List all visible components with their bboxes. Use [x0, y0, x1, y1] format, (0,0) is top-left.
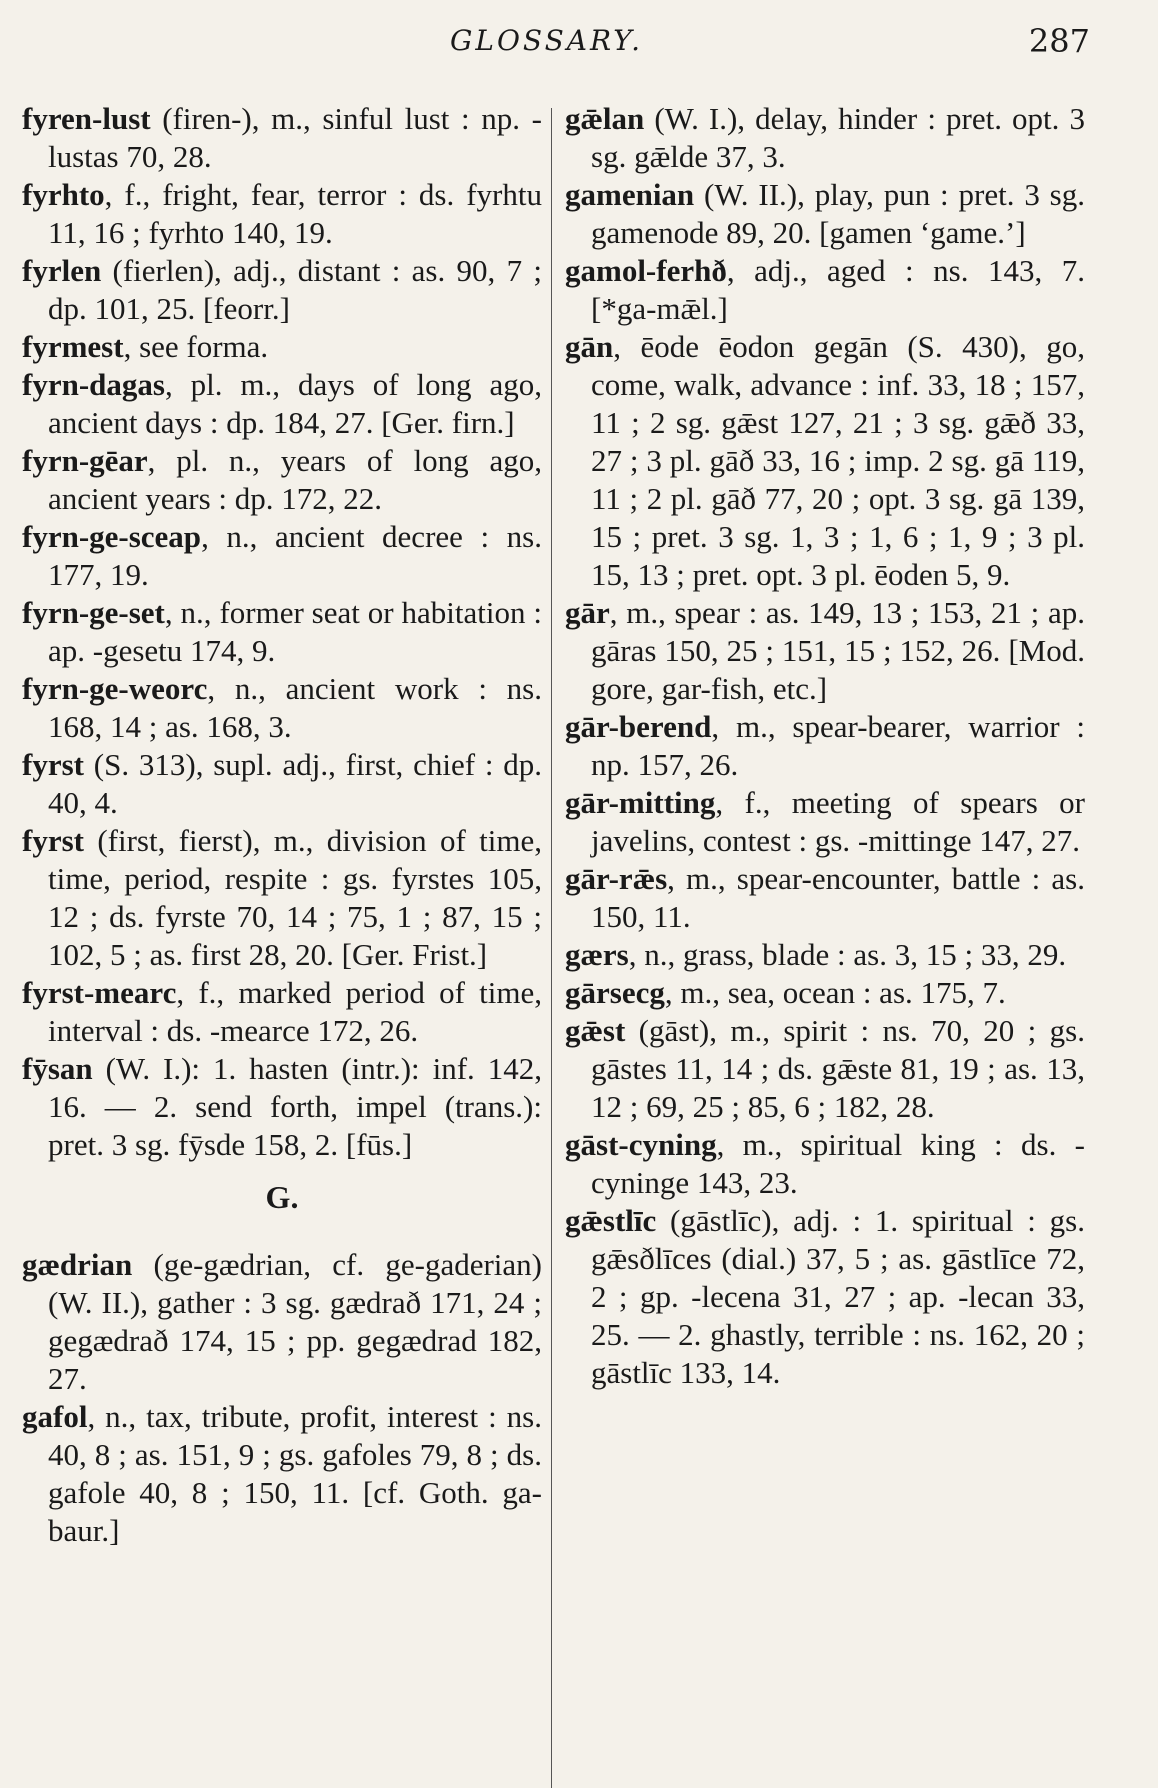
glossary-entry: [22, 442, 542, 518]
glossary-entry: [565, 252, 1085, 328]
left-entry-list-g: [22, 1246, 542, 1550]
glossary-entry: [22, 252, 542, 328]
entry-definition: , m., spear-bearer, warrior : np. 157, 26.: [591, 709, 1085, 782]
entry-definition: , n., former seat or habitation : ap. -gesetu 174, 9.: [48, 595, 542, 668]
column-divider: [551, 108, 552, 1788]
glossary-entry: [565, 784, 1085, 860]
glossary-entry: [22, 176, 542, 252]
glossary-entry: [22, 822, 542, 974]
entry-headword: gār-mitting: [565, 785, 716, 820]
page-header: [0, 18, 1158, 78]
left-column: [22, 100, 542, 1550]
entry-definition: , m., sea, ocean : as. 175, 7.: [664, 975, 1006, 1010]
entry-definition: , n., tax, tribute, profit, interest : ns. 40, 8 ; as. 151, 9 ; gs. gafoles 79, 8 ; ds. gafole 40, 8 ; 150, 11. [cf. Goth. ga-baur.]: [48, 1399, 542, 1548]
glossary-entry: [22, 670, 542, 746]
right-entry-list: [565, 100, 1085, 1392]
glossary-entry: [22, 1246, 542, 1398]
glossary-entry: [565, 1126, 1085, 1202]
entry-definition: (first, fierst), m., division of time, time, period, respite : gs. fyrstes 105, 12 ; ds. fyrste 70, 14 ; 75, 1 ; 87, 15 ; 102, 5 ; as. first 28, 20. [Ger. Frist.]: [48, 823, 542, 972]
entry-headword: fyrst: [22, 823, 84, 858]
entry-headword: gāst-cyning: [565, 1127, 717, 1162]
entry-definition: , n., ancient decree : ns. 177, 19.: [48, 519, 542, 592]
running-title: GLOSSARY.: [450, 24, 644, 57]
entry-headword: gān: [565, 329, 614, 364]
entry-definition: , pl. n., years of long ago, ancient years : dp. 172, 22.: [48, 443, 542, 516]
entry-headword: gamol-ferhð: [565, 253, 727, 288]
entry-definition: (W. I.): 1. hasten (intr.): inf. 142, 16. — 2. send forth, impel (trans.): pret. 3 sg. fȳsde 158, 2. [fūs.]: [48, 1051, 542, 1162]
glossary-entry: [565, 1012, 1085, 1126]
entry-headword: gār-rǣs: [565, 861, 668, 896]
glossary-entry: [22, 1050, 542, 1164]
glossary-entry: [22, 100, 542, 176]
entry-headword: fyrn-ge-set: [22, 595, 165, 630]
right-column: [565, 100, 1085, 1392]
entry-headword: gǣstlīc: [565, 1203, 657, 1238]
entry-headword: fyren-lust: [22, 101, 151, 136]
entry-definition: , m., spiritual king : ds. -cyninge 143, 23.: [591, 1127, 1085, 1200]
glossary-entry: [565, 594, 1085, 708]
entry-headword: fyrst-mearc: [22, 975, 177, 1010]
glossary-entry: [565, 328, 1085, 594]
entry-headword: gafol: [22, 1399, 88, 1434]
entry-definition: (ge-gædrian, cf. ge-gaderian) (W. II.), gather : 3 sg. gædrað 171, 24 ; gegædrað 174, 15 ; pp. gegædrad 182, 27.: [48, 1247, 542, 1396]
glossary-entry: [22, 1398, 542, 1550]
entry-definition: , f., meeting of spears or javelins, contest : gs. -mittinge 147, 27.: [591, 785, 1085, 858]
entry-headword: gār: [565, 595, 610, 630]
entry-headword: gædrian: [22, 1247, 133, 1282]
glossary-entry: [565, 100, 1085, 176]
glossary-entry: [22, 974, 542, 1050]
entry-headword: gǣlan: [565, 101, 645, 136]
entry-definition: , f., fright, fear, terror : ds. fyrhtu 11, 16 ; fyrhto 140, 19.: [48, 177, 542, 250]
entry-definition: (W. I.), delay, hinder : pret. opt. 3 sg. gǣlde 37, 3.: [591, 101, 1085, 174]
entry-definition: , n., grass, blade : as. 3, 15 ; 33, 29.: [628, 937, 1067, 972]
entry-definition: , pl. m., days of long ago, ancient days : dp. 184, 27. [Ger. firn.]: [48, 367, 542, 440]
entry-headword: fȳsan: [22, 1051, 93, 1086]
glossary-entry: [565, 936, 1085, 974]
glossary-entry: [22, 328, 542, 366]
entry-definition: , ēode ēodon gegān (S. 430), go, come, walk, advance : inf. 33, 18 ; 157, 11 ; 2 sg. gǣst 127, 21 ; 3 sg. gǣð 33, 27 ; 3 pl. gāð 33, 16 ; imp. 2 sg. gā 119, 11 ; 2 pl. gāð 77, 20 ; opt. 3 sg. gā 139, 15 ; pret. 3 sg. 1, 3 ; 1, 6 ; 1, 9 ; 3 pl. 15, 13 ; pret. opt. 3 pl. ēoden 5, 9.: [591, 329, 1085, 592]
entry-headword: fyrn-ge-weorc: [22, 671, 208, 706]
entry-definition: (firen-), m., sinful lust : np. -lustas 70, 28.: [48, 101, 542, 174]
glossary-entry: [22, 366, 542, 442]
glossary-entry: [22, 594, 542, 670]
left-entry-list: [22, 100, 542, 1164]
entry-definition: , m., spear-encounter, battle : as. 150, 11.: [591, 861, 1085, 934]
glossary-entry: [565, 176, 1085, 252]
glossary-entry: [22, 518, 542, 594]
entry-headword: gærs: [565, 937, 629, 972]
entry-headword: gār-berend: [565, 709, 712, 744]
entry-headword: fyrn-ge-sceap: [22, 519, 202, 554]
entry-headword: gǣst: [565, 1013, 626, 1048]
entry-headword: gārsecg: [565, 975, 665, 1010]
entry-definition: (W. II.), play, pun : pret. 3 sg. gamenode 89, 20. [gamen ‘game.’]: [591, 177, 1085, 250]
glossary-entry: [565, 1202, 1085, 1392]
entry-headword: fyrst: [22, 747, 84, 782]
entry-definition: , m., spear : as. 149, 13 ; 153, 21 ; ap. gāras 150, 25 ; 151, 15 ; 152, 26. [Mod. gore, gar-fish, etc.]: [591, 595, 1085, 706]
entry-headword: fyrn-gēar: [22, 443, 148, 478]
entry-headword: fyrhto: [22, 177, 105, 212]
entry-definition: (S. 313), supl. adj., first, chief : dp. 40, 4.: [48, 747, 542, 820]
entry-definition: (gāstlīc), adj. : 1. spiritual : gs. gǣsðlīces (dial.) 37, 5 ; as. gāstlīce 72, 2 ; gp. -lecena 31, 27 ; ap. -lecan 33, 25. — 2. ghastly, terrible : ns. 162, 20 ; gāstlīc 133, 14.: [591, 1203, 1085, 1390]
page-number: 287: [1028, 22, 1090, 60]
entry-definition: (fierlen), adj., distant : as. 90, 7 ; dp. 101, 25. [feorr.]: [48, 253, 542, 326]
glossary-entry: [22, 746, 542, 822]
entry-definition: , see forma.: [123, 329, 269, 364]
entry-definition: , n., ancient work : ns. 168, 14 ; as. 168, 3.: [48, 671, 542, 744]
entry-headword: gamenian: [565, 177, 695, 212]
section-letter-heading: G.: [265, 1179, 299, 1215]
glossary-entry: [565, 974, 1085, 1012]
entry-definition: (gāst), m., spirit : ns. 70, 20 ; gs. gāstes 11, 14 ; ds. gǣste 81, 19 ; as. 13, 12 ; 69, 25 ; 85, 6 ; 182, 28.: [591, 1013, 1085, 1124]
glossary-entry: [565, 708, 1085, 784]
entry-headword: fyrmest: [22, 329, 124, 364]
glossary-entry: [565, 860, 1085, 936]
entry-headword: fyrlen: [22, 253, 102, 288]
entry-headword: fyrn-dagas: [22, 367, 165, 402]
entry-definition: , f., marked period of time, interval : ds. -mearce 172, 26.: [48, 975, 542, 1048]
entry-definition: , adj., aged : ns. 143, 7. [*ga-mǣl.]: [591, 253, 1085, 326]
